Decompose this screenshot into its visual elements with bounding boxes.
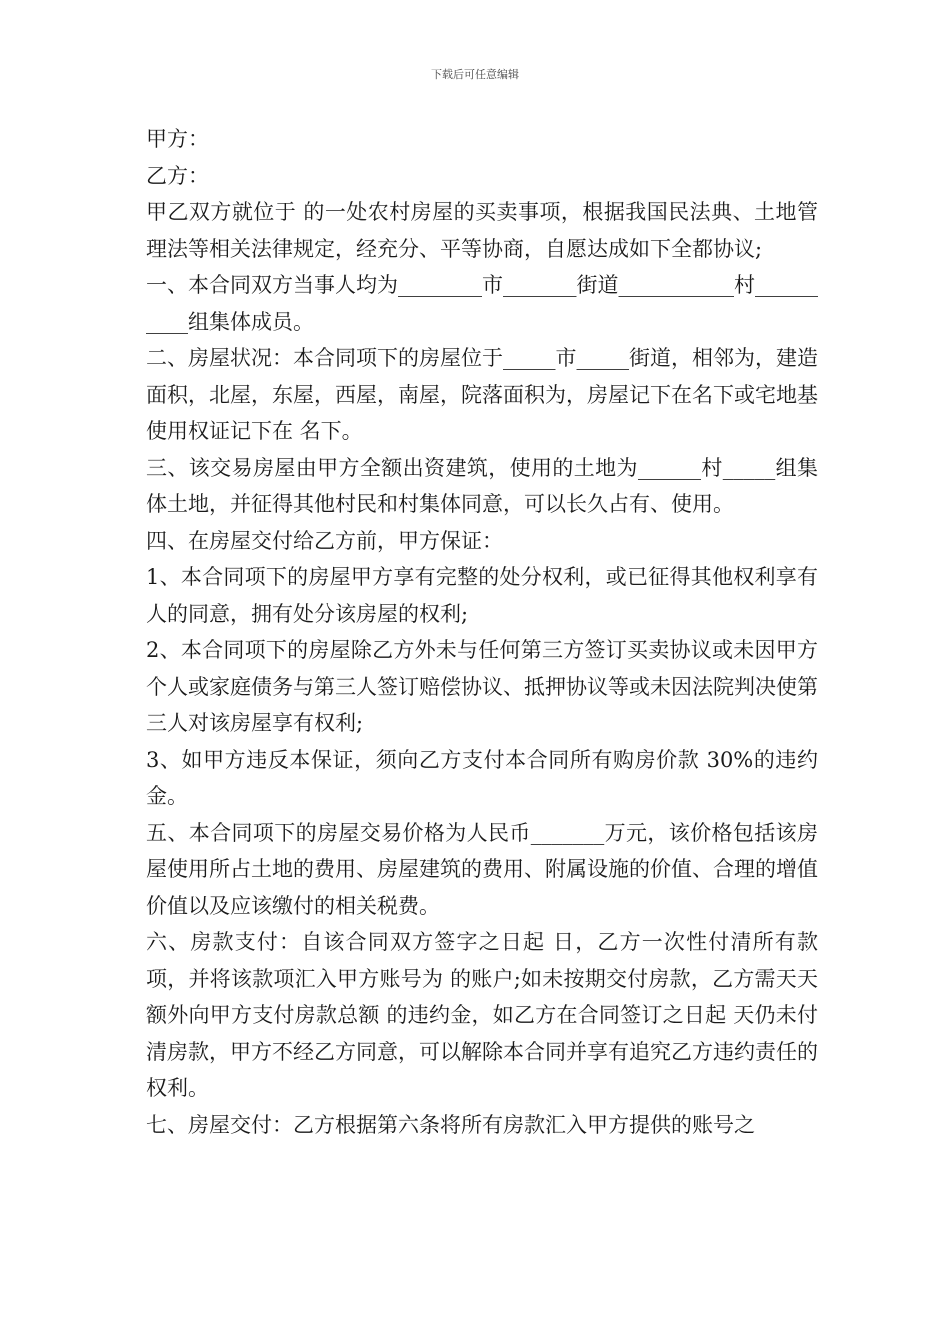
clause-6: 六、房款支付：自该合同双方签字之日起 日，乙方一次性付清所有款项，并将该款项汇入甲方账号为 的账户;如未按期交付房款，乙方需天天额外向甲方支付房款总额 的违约金，如乙方在合同签订之日起 天仍未付清房款，甲方不经乙方同意，可以解除本合同并享有追究乙方违约责任的权利。	[146, 930, 818, 1100]
clause-7: 七、房屋交付：乙方根据第六条将所有房款汇入甲方提供的账号之	[146, 1112, 755, 1137]
contract-body	[146, 121, 818, 1143]
party-b-line: 乙方：	[146, 163, 209, 188]
clause-4-item-3: 3、如甲方违反本保证，须向乙方支付本合同所有购房价款 30%的违约金。	[146, 747, 818, 808]
clause-1: 一、本合同双方当事人均为________市_______街道___________村__________组集体成员。	[146, 273, 818, 334]
clause-5: 五、本合同项下的房屋交易价格为人民币_______万元，该价格包括该房屋使用所占土地的费用、房屋建筑的费用、附属设施的价值、合理的增值价值以及应该缴付的相关税费。	[146, 820, 818, 918]
clause-4-item-1: 1、本合同项下的房屋甲方享有完整的处分权利，或已征得其他权利享有人的同意，拥有处分该房屋的权利;	[146, 565, 818, 626]
preamble-paragraph: 甲乙双方就位于 的一处农村房屋的买卖事项，根据我国民法典、土地管理法等相关法律规定，经充分、平等协商，自愿达成如下全都协议;	[146, 200, 818, 261]
clause-3: 三、该交易房屋由甲方全额出资建筑，使用的土地为______村_____组集体土地，并征得其他村民和村集体同意，可以长久占有、使用。	[146, 455, 818, 516]
header-note: 下载后可任意编辑	[431, 68, 519, 81]
clause-2: 二、房屋状况：本合同项下的房屋位于_____市_____街道，相邻为，建造面积，北屋，东屋，西屋，南屋，院落面积为，房屋记下在名下或宅地基使用权证记下在 名下。	[146, 346, 818, 443]
party-a-line: 甲方：	[146, 127, 209, 151]
clause-4: 四、在房屋交付给乙方前，甲方保证：	[146, 528, 503, 553]
clause-4-item-2: 2、本合同项下的房屋除乙方外未与任何第三方签订买卖协议或未因甲方个人或家庭债务与第三人签订赔偿协议、抵押协议等或未因法院判决使第三人对该房屋享有权利;	[146, 638, 818, 735]
